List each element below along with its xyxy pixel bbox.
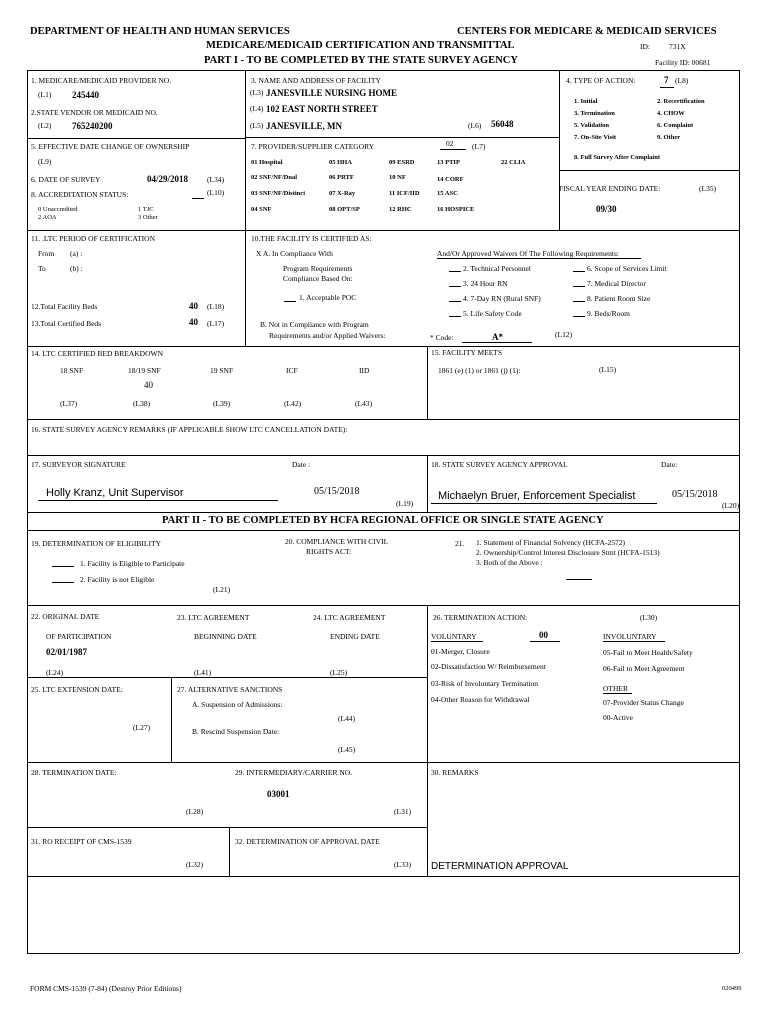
eligibility-option-2: 2. Facility is not Eligible	[80, 575, 155, 584]
remarks-30-label: 30. REMARKS	[431, 768, 479, 777]
ltc-begin-label: 23. LTC AGREEMENT	[177, 613, 250, 622]
approval-date-32-code: (L33)	[394, 860, 412, 869]
waiver-item: 6. Scope of Services Limit	[587, 264, 667, 273]
remarks-30-value: DETERMINATION APPROVAL	[431, 861, 569, 872]
approval-date-label: Date:	[661, 460, 678, 469]
acceptable-poc: 1. Acceptable POC	[299, 293, 357, 302]
frame-line	[171, 677, 172, 762]
item-21-option: 1. Statement of Financial Solvency (HCFA-2572)	[476, 538, 626, 547]
vendor-no-code: (L2)	[38, 121, 52, 130]
part1-heading: PART I - TO BE COMPLETED BY THE STATE SURVEY AGENCY	[204, 55, 518, 66]
waiver-item: 7. Medical Director	[587, 279, 646, 288]
underline	[449, 271, 461, 272]
facility-address-code: (L4)	[250, 104, 264, 113]
eligibility-option-1: 1. Facility is Eligible to Participate	[80, 559, 185, 568]
item-21-option: 3. Both of the Above :	[476, 558, 543, 567]
category-option: 15 ASC	[437, 190, 458, 197]
ownership-change-code: (L9)	[38, 157, 52, 166]
underline	[462, 342, 532, 343]
intermediary-value: 03001	[267, 789, 290, 799]
bed-column-code: (L39)	[213, 399, 231, 408]
accreditation-option: 3 Other	[138, 214, 158, 221]
action-option: 5. Validation	[574, 122, 610, 129]
accreditation-option: 2 AOA	[38, 214, 57, 221]
facility-city-code: (L5)	[250, 121, 264, 130]
surveyor-date: 05/15/2018	[314, 486, 360, 497]
frame-line	[27, 530, 739, 531]
action-option: 3. Termination	[574, 110, 615, 117]
certified-beds-value: 40	[189, 317, 198, 327]
provider-category-label: 7. PROVIDER/SUPPLIER CATEGORY	[251, 142, 375, 151]
termination-action-label: 26. TERMINATION ACTION:	[433, 613, 528, 622]
frame-line	[27, 419, 739, 420]
code-ref: (L12)	[555, 330, 573, 339]
accreditation-label: 8. ACCREDITATION STATUS:	[31, 190, 129, 199]
accreditation-option: 1 TJC	[138, 206, 154, 213]
category-option: 01 Hospital	[251, 159, 283, 166]
category-option: 11 ICF/IID	[389, 190, 420, 197]
frame-line	[27, 70, 739, 71]
ro-receipt-label: 31. RO RECEIPT OF CMS-1539	[31, 837, 132, 846]
vendor-no-value: 765240200	[72, 121, 113, 131]
category-option: 14 CORF	[437, 176, 464, 183]
frame-line	[245, 137, 559, 138]
underline	[38, 500, 278, 501]
termination-date-code: (L28)	[186, 807, 204, 816]
underline	[530, 641, 560, 642]
item-21-number: 21.	[455, 539, 465, 548]
accreditation-option: 0 Unaccredited	[38, 206, 78, 213]
total-beds-code: (L18)	[207, 302, 225, 311]
total-beds-label: 12.Total Facility Beds	[31, 302, 98, 311]
frame-line	[559, 170, 739, 171]
termination-value: 00	[539, 630, 548, 640]
voluntary-option: 01-Merger, Closure	[431, 647, 490, 656]
ownership-change-label: 5. EFFECTIVE DATE CHANGE OF OWNERSHIP	[31, 142, 190, 151]
form-title: MEDICARE/MEDICAID CERTIFICATION AND TRANSMITTAL	[206, 40, 515, 51]
action-type-code: (L8)	[675, 76, 689, 85]
frame-line	[427, 605, 428, 762]
bed-breakdown-label: 14. LTC CERTIFIED BED BREAKDOWN	[31, 349, 163, 358]
category-option: 06 PRTF	[329, 174, 354, 181]
bed-column-header: 18/19 SNF	[128, 366, 161, 375]
frame-line	[27, 876, 739, 877]
frame-line	[27, 138, 245, 139]
original-date-code: (L24)	[46, 668, 64, 677]
frame-line	[27, 953, 739, 954]
sanctions-label: 27. ALTERNATIVE SANCTIONS	[177, 685, 283, 694]
underline	[573, 271, 585, 272]
action-option: 8. Full Survey After Complaint	[574, 154, 661, 161]
code-value: A*	[492, 332, 503, 342]
category-option: 13 PTIP	[437, 159, 460, 166]
intermediary-label: 29. INTERMEDIARY/CARRIER NO.	[235, 768, 353, 777]
frame-line	[229, 827, 230, 876]
category-option: 09 ESRD	[389, 159, 415, 166]
termination-action-code: (L30)	[640, 613, 658, 622]
provider-category-code: (L7)	[472, 142, 486, 151]
underline	[52, 582, 74, 583]
underline	[603, 693, 632, 694]
ltc-extension-label: 25. LTC EXTENSION DATE:	[31, 685, 123, 694]
form-number: FORM CMS-1539 (7-84) (Destroy Prior Editions)	[30, 984, 182, 993]
bed-column-code: (L38)	[133, 399, 151, 408]
certified-beds-code: (L17)	[207, 319, 225, 328]
facility-meets-code: (L15)	[599, 365, 617, 374]
underline	[440, 149, 466, 150]
other-option: 00-Active	[603, 713, 633, 722]
bed-column-header: 19 SNF	[210, 366, 234, 375]
underline	[431, 503, 657, 504]
other-heading: OTHER	[603, 684, 628, 693]
voluntary-option: 02-Dissatisfaction W/ Reimbursement	[431, 662, 546, 671]
fiscal-year-value: 09/30	[596, 204, 617, 214]
underline	[449, 301, 461, 302]
ltc-end-sub: ENDING DATE	[330, 632, 380, 641]
accreditation-code: (L10)	[207, 188, 225, 197]
ltc-begin-code: (L41)	[194, 668, 212, 677]
civil-rights-label-cont: RIGHTS ACT:	[306, 547, 352, 556]
original-date-sub: OF PARTICIPATION	[46, 632, 112, 641]
ltc-end-label: 24. LTC AGREEMENT	[313, 613, 386, 622]
bed-column-header: ICF	[286, 366, 298, 375]
involuntary-heading: INVOLUNTARY	[603, 632, 657, 641]
underline	[573, 316, 585, 317]
underline	[573, 286, 585, 287]
waiver-item: 9. Beds/Room	[587, 309, 630, 318]
ltc-extension-code: (L27)	[133, 723, 151, 732]
ltc-end-code: (L25)	[330, 668, 348, 677]
frame-line	[739, 70, 740, 953]
ltc-begin-sub: BEGINNING DATE	[194, 632, 257, 641]
underline	[566, 579, 592, 580]
frame-line	[27, 762, 739, 763]
bed-column-header: IID	[359, 366, 370, 375]
category-option: 02 SNF/NF/Dual	[251, 174, 298, 181]
vendor-no-label: 2.STATE VENDOR OR MEDICAID NO.	[31, 108, 158, 117]
approval-label: 18. STATE SURVEY AGENCY APPROVAL	[431, 460, 568, 469]
termination-date-label: 28. TERMINATION DATE:	[31, 768, 117, 777]
approval-signature: Michaelyn Bruer, Enforcement Specialist	[438, 490, 636, 502]
action-option: 2. Recertification	[657, 98, 705, 105]
underline	[603, 641, 665, 642]
bed-column-code: (L42)	[284, 399, 302, 408]
frame-line	[27, 455, 739, 456]
eligibility-code: (L21)	[213, 585, 231, 594]
ltc-from-label: From	[38, 249, 55, 258]
facility-zip: 56048	[491, 119, 514, 129]
certified-as-label: 10.THE FACILITY IS CERTIFIED AS:	[251, 234, 372, 243]
program-requirements: Program Requirements	[283, 264, 353, 273]
intermediary-code: (L31)	[394, 807, 412, 816]
surveyor-signature-label: 17. SURVEYOR SIGNATURE	[31, 460, 126, 469]
frame-line	[27, 605, 739, 606]
facility-meets-label: 15. FACILITY MEETS	[431, 348, 503, 357]
underline	[660, 87, 674, 88]
waiver-item: 3. 24 Hour RN	[463, 279, 508, 288]
ltc-to-code: (b) :	[70, 264, 83, 273]
facility-zip-code: (L6)	[468, 121, 482, 130]
surveyor-date-label: Date :	[292, 460, 311, 469]
bed-column-code: (L43)	[355, 399, 373, 408]
sanction-a-code: (L44)	[338, 714, 356, 723]
eligibility-label: 19. DETERMINATION OF ELIGIBILITY	[31, 539, 161, 548]
bed-column-header: 18 SNF	[60, 366, 84, 375]
action-option: 6. Complaint	[657, 122, 694, 129]
facility-name-label: 3. NAME AND ADDRESS OF FACILITY	[251, 76, 381, 85]
waiver-item: 2. Technical Personnel	[463, 264, 531, 273]
fiscal-year-label: FISCAL YEAR ENDING DATE:	[559, 184, 661, 193]
frame-line	[27, 677, 427, 678]
category-option: 10 NF	[389, 174, 406, 181]
item-21-option: 2. Ownership/Control Interest Disclosure Stmt (HCFA-1513)	[476, 548, 660, 557]
civil-rights-label: 20. COMPLIANCE WITH CIVIL	[285, 537, 389, 546]
provider-category-value: 02	[446, 139, 454, 148]
category-option: 12 RHC	[389, 206, 412, 213]
involuntary-option: 06-Fail to Meet Agreement	[603, 664, 685, 673]
underline	[431, 641, 483, 642]
voluntary-option: 03-Risk of Involuntary Termination	[431, 679, 539, 688]
bed-1819-value: 40	[144, 380, 153, 390]
certified-beds-label: 13.Total Certified Beds	[31, 319, 102, 328]
frame-line	[427, 455, 428, 512]
frame-line	[559, 70, 560, 230]
underline	[284, 301, 296, 302]
underline	[573, 301, 585, 302]
part2-heading: PART II - TO BE COMPLETED BY HCFA REGIONAL OFFICE OR SINGLE STATE AGENCY	[162, 515, 604, 526]
survey-date-code: (L34)	[207, 175, 225, 184]
provider-no-value: 245440	[72, 90, 99, 100]
survey-date-label: 6. DATE OF SURVEY	[31, 175, 101, 184]
agency-title: CENTERS FOR MEDICARE & MEDICAID SERVICES	[457, 26, 717, 37]
underline	[52, 566, 74, 567]
sanction-b: B. Rescind Suspension Date:	[192, 727, 280, 736]
approval-date: 05/15/2018	[672, 489, 718, 500]
category-option: 07 X-Ray	[329, 190, 356, 197]
facility-city: JANESVILLE, MN	[266, 121, 343, 131]
ltc-to-label: To	[38, 264, 46, 273]
waiver-item: 4. 7-Day RN (Rural SNF)	[463, 294, 541, 303]
provider-no-label: 1. MEDICARE/MEDICAID PROVIDER NO.	[31, 76, 172, 85]
frame-line	[427, 762, 428, 876]
approval-date-code: (L20)	[722, 501, 740, 510]
ro-receipt-code: (L32)	[186, 860, 204, 869]
category-option: 22 CLIA	[501, 159, 526, 166]
facility-address: 102 EAST NORTH STREET	[266, 104, 378, 114]
provider-no-code: (L1)	[38, 90, 52, 99]
category-option: 04 SNF	[251, 206, 272, 213]
sanction-b-code: (L45)	[338, 745, 356, 754]
waiver-item: 8. Patient Room Size	[587, 294, 651, 303]
surveyor-signature: Holly Kranz, Unit Supervisor	[46, 487, 184, 499]
survey-date-value: 04/29/2018	[147, 174, 189, 184]
not-in-compliance: B. Not in Compliance with Program	[260, 320, 369, 329]
original-date-label: 22. ORIGINAL DATE	[31, 612, 100, 621]
underline	[437, 258, 641, 259]
code-label: * Code:	[430, 333, 454, 342]
action-option: 7. On-Site Visit	[574, 134, 617, 141]
involuntary-option: 05-Fail to Meet Health/Safety	[603, 648, 693, 657]
action-type-label: 4. TYPE OF ACTION:	[566, 76, 636, 85]
action-option: 4. CHOW	[657, 110, 685, 117]
category-option: 03 SNF/NF/Distinct	[251, 190, 306, 197]
frame-line	[427, 346, 428, 419]
id-value: 731X	[669, 42, 686, 51]
voluntary-heading: VOLUNTARY	[431, 632, 477, 641]
underline	[449, 316, 461, 317]
form-code: 020499	[722, 985, 742, 992]
original-date-value: 02/01/1987	[46, 647, 88, 657]
remarks-16-label: 16. STATE SURVEY AGENCY REMARKS (IF APPLICABLE SHOW LTC CANCELLATION DATE):	[31, 425, 348, 434]
category-option: 16 HOSPICE	[437, 206, 475, 213]
fiscal-year-code: (L35)	[699, 184, 717, 193]
facility-id: Facility ID: 00681	[655, 58, 711, 67]
bed-column-code: (L37)	[60, 399, 78, 408]
surveyor-date-code: (L19)	[396, 499, 414, 508]
ltc-from-code: (a) :	[70, 249, 83, 258]
total-beds-value: 40	[189, 301, 198, 311]
facility-name-code: (L3)	[250, 88, 264, 97]
frame-line	[27, 512, 739, 513]
voluntary-option: 04-Other Reason for Withdrawal	[431, 695, 530, 704]
department-title: DEPARTMENT OF HEALTH AND HUMAN SERVICES	[30, 26, 290, 37]
ltc-period-label: 11. .LTC PERIOD OF CERTIFICATION	[31, 234, 156, 243]
waivers-title: And/Or Approved Waivers Of The Following Requirements:	[437, 249, 620, 258]
underline	[449, 286, 461, 287]
not-in-compliance-cont: Requirements and/or Applied Waivers:	[269, 331, 386, 340]
action-option: 1. Initial	[574, 98, 598, 105]
category-option: 05 HHA	[329, 159, 352, 166]
action-option: 9. Other	[657, 134, 681, 141]
compliance-based-on: Compliance Based On:	[283, 274, 353, 283]
frame-line	[27, 230, 739, 231]
frame-line	[245, 70, 246, 346]
action-type-value: 7	[664, 75, 669, 85]
id-label: ID:	[640, 42, 650, 51]
facility-name: JANESVILLE NURSING HOME	[266, 88, 398, 98]
sanction-a: A. Suspension of Admissions:	[192, 700, 283, 709]
other-option: 07-Provider Status Change	[603, 698, 684, 707]
waiver-item: 5. Life Safety Code	[463, 309, 522, 318]
underline	[192, 198, 204, 199]
compliance-option-a: X A. In Compliance With	[256, 249, 333, 258]
frame-line	[27, 827, 427, 828]
approval-date-32-label: 32. DETERMINATION OF APPROVAL DATE	[235, 837, 380, 846]
facility-meets-text: 1861 (e) (1) or 1861 (j) (1):	[438, 366, 521, 375]
frame-line	[27, 346, 739, 347]
category-option: 08 OPT/SP	[329, 206, 360, 213]
